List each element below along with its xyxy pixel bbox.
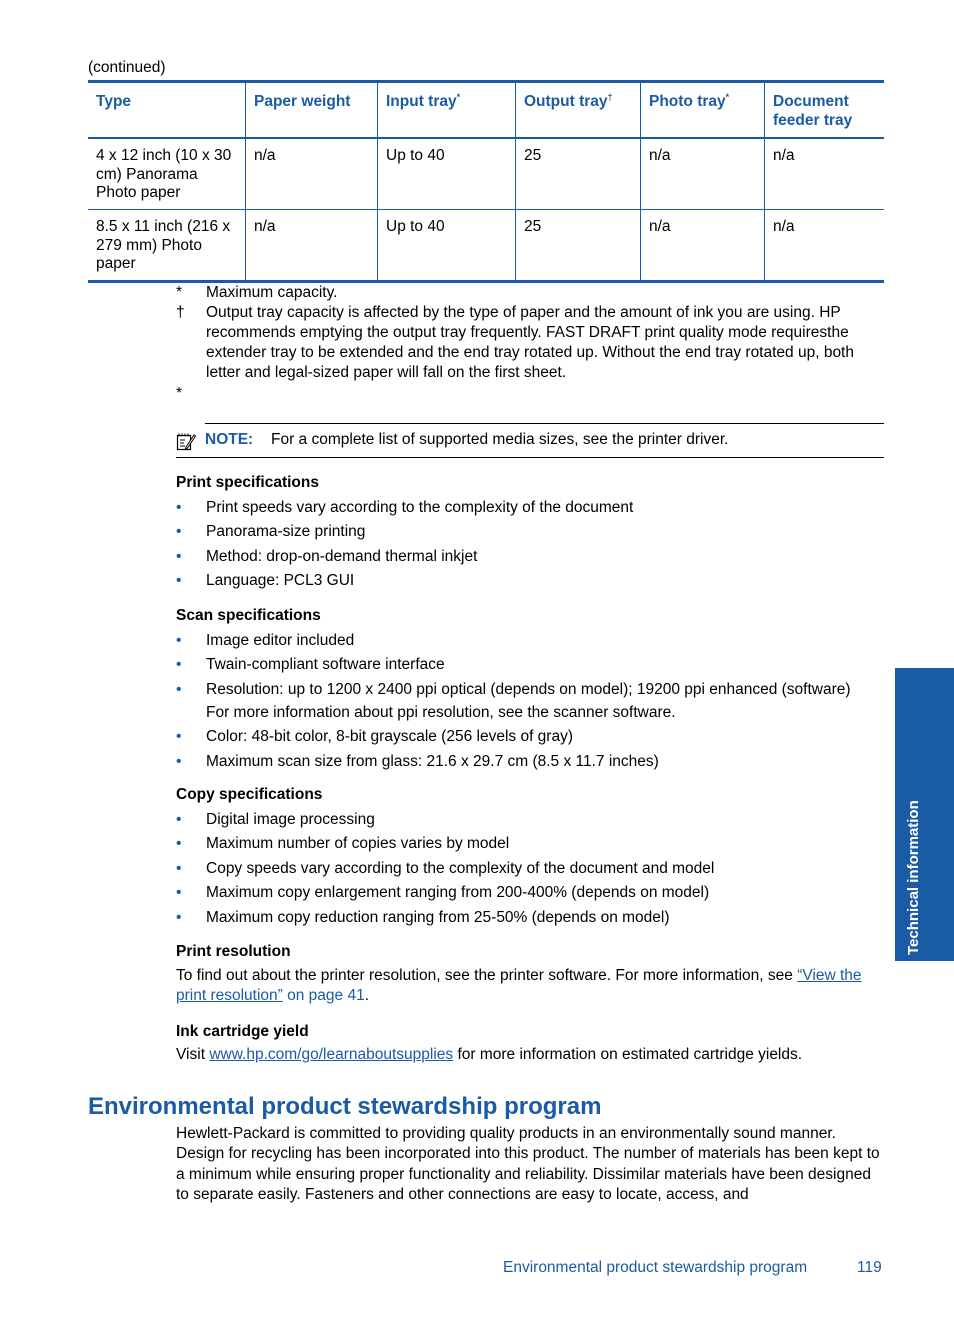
list-item-subtext: For more information about ppi resolution, see the scanner software. [206,703,676,721]
footnote-mark: † [176,304,185,321]
footnote-mark: * [176,284,183,301]
environment-paragraph: Hewlett-Packard is committed to providing quality products in an environmentally sound manner. Design for recycling has been incorporated into this product. The number of materials has been kept to a minimum while ensuring proper functionality and reliability. Dissimilar materials have been designed to separate easily. Fasteners and other connections are easy to locate, access, and [176,1125,880,1203]
table-row [88,138,884,210]
print-specifications [176,473,888,591]
side-tab-technical-information[interactable] [895,668,954,961]
paper-capacity-table [88,80,884,283]
scan-specifications [176,606,888,772]
footnote-max-capacity [176,283,876,303]
ink-yield-text: Visit www.hp.com/go/learnaboutsupplies for more information on estimated cartridge yields. [176,1046,803,1063]
note-label: NOTE: [205,431,254,448]
table-cell: n/a [641,138,765,210]
list-item: • Maximum copy enlargement ranging from 200-400% (depends on model) [176,884,710,901]
print-spec-list [176,498,888,592]
copy-specifications [176,785,888,928]
header-photo-tray: Photo tray* [641,82,765,139]
footnote-output-tray [176,303,888,383]
table-cell: Up to 40 [378,138,516,210]
print-resolution [176,942,888,1006]
table-row [88,210,884,282]
view-print-resolution-link[interactable]: “View the print resolution” [176,967,862,1004]
header-paper-weight: Paper weight [246,82,378,139]
table-cell: 4 x 12 inch (10 x 30 cm) Panorama Photo paper [88,138,246,210]
section-title: Scan specifications [176,607,321,624]
table-cell: n/a [246,210,378,282]
section-title: Print specifications [176,474,319,491]
list-item: • Method: drop-on-demand thermal inkjet [176,547,478,565]
print-resolution-text: To find out about the printer resolution, see the printer software. For more information, see “View the print resolution” on page 41. [176,967,862,1004]
table-cell: n/a [765,210,885,282]
continued-label: (continued) [88,59,166,76]
header-document-feeder-tray: Document feeder tray [765,82,885,139]
list-item: • Twain-compliant software interface [176,656,445,673]
list-item: • Resolution: up to 1200 x 2400 ppi optical (depends on model); 19200 ppi enhanced (software) For more information about ppi resolution, see the scanner software. [176,680,888,723]
note-pencil-icon [176,431,196,451]
section-title: Copy specifications [176,786,323,803]
list-item: • Copy speeds vary according to the complexity of the document and model [176,859,715,877]
scan-spec-list [176,631,888,772]
table-header-row [88,82,884,139]
list-item: • Panorama-size printing [176,523,366,540]
copy-spec-list [176,810,888,928]
ink-cartridge-yield [176,1022,888,1065]
footer-title: Environmental product stewardship program [503,1259,808,1276]
list-item: • Maximum scan size from glass: 21.6 x 29.7 cm (8.5 x 11.7 inches) [176,752,659,770]
table-cell: n/a [765,138,885,210]
list-item: • Digital image processing [176,810,375,828]
list-item: • Color: 48-bit color, 8-bit grayscale (256 levels of gray) [176,728,573,745]
note-divider-bottom [176,457,884,458]
footnote-text: Maximum capacity. [206,284,338,301]
environment-heading: Environmental product stewardship program [88,1093,602,1120]
header-input-tray: Input tray* [378,82,516,139]
header-output-tray: Output tray† [516,82,641,139]
list-item: • Maximum number of copies varies by model [176,835,510,852]
table-cell: n/a [246,138,378,210]
table-cell: 8.5 x 11 inch (216 x 279 mm) Photo paper [88,210,246,282]
footnote-text: Output tray capacity is affected by the type of paper and the amount of ink you are using. HP recommends emptying the output tray frequently. FAST DRAFT print quality mode requiresthe extender tray to be extended and the end tray rotated up. Without the end tray rotated up, both letter and legal-sized paper will fall on the first sheet. [206,304,854,381]
section-title: Ink cartridge yield [176,1023,309,1040]
table-cell: Up to 40 [378,210,516,282]
footnote-mark: * [176,385,183,402]
list-item: • Print speeds vary according to the complexity of the document [176,498,634,516]
learn-about-supplies-link[interactable]: www.hp.com/go/learnaboutsupplies [209,1046,454,1063]
section-title: Print resolution [176,943,291,960]
table-cell: 25 [516,138,641,210]
table-cell: 25 [516,210,641,282]
note-text: For a complete list of supported media sizes, see the printer driver. [271,431,729,448]
list-item: • Image editor included [176,631,355,649]
page-number: 119 [857,1259,882,1276]
note-divider-top [205,423,884,424]
list-item: • Maximum copy reduction ranging from 25-50% (depends on model) [176,908,670,926]
header-type: Type [88,82,246,139]
list-item: • Language: PCL3 GUI [176,572,355,589]
side-tab-label: Technical information [905,800,922,955]
table-cell: n/a [641,210,765,282]
